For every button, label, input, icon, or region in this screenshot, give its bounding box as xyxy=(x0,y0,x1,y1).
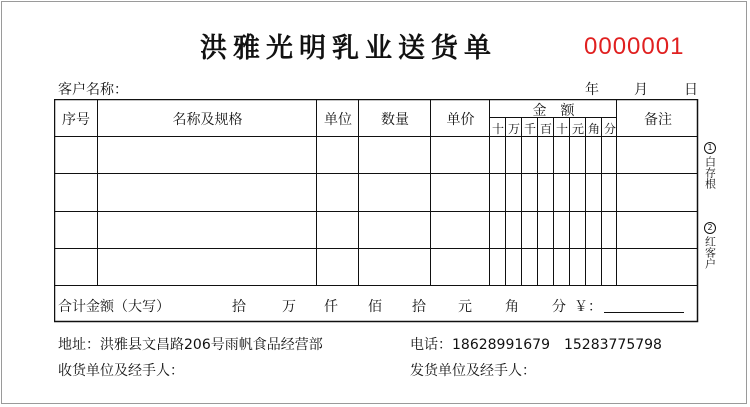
copy-number-1: 1 xyxy=(704,142,716,154)
amount-digit-qian: 千 xyxy=(524,122,537,136)
header-remark: 备注 xyxy=(644,112,672,128)
row-index-cell[interactable] xyxy=(54,211,98,249)
total-amount-label: 合计金额（大写） xyxy=(58,299,170,315)
amount-digit-shi: 十 xyxy=(556,122,569,136)
row-index-cell[interactable] xyxy=(54,249,98,286)
total-unit-shi-wan: 拾 xyxy=(232,299,246,315)
header-name-spec: 名称及规格 xyxy=(172,112,243,128)
amount-digit-jiao: 角 xyxy=(588,122,601,136)
row-name-cell[interactable] xyxy=(98,211,317,249)
header-index: 序号 xyxy=(62,112,90,128)
copy-note-red xyxy=(703,220,717,269)
table-row xyxy=(54,137,699,174)
copy-number-2: 2 xyxy=(704,222,716,234)
header-unit-price: 单价 xyxy=(446,112,475,128)
total-unit-yuan: 元 xyxy=(458,299,472,315)
amount-digit-ten-thousand-tens: 十 xyxy=(492,122,505,136)
copy-note-red-text: 红客户 xyxy=(703,236,717,269)
total-unit-bai: 佰 xyxy=(368,299,382,315)
serial-number: 0000001 xyxy=(584,33,685,60)
total-unit-shi: 拾 xyxy=(412,299,426,315)
amount-digit-yuan: 元 xyxy=(572,122,585,136)
total-unit-qian: 仟 xyxy=(324,299,338,315)
total-yen-input-line[interactable] xyxy=(604,312,684,313)
address-text: 地址：洪雅县文昌路206号雨帆食品经营部 xyxy=(58,337,323,353)
header-unit: 单位 xyxy=(324,112,352,128)
copy-note-white-text: 白存根 xyxy=(703,156,717,189)
date-year-label: 年 xyxy=(585,82,599,98)
amount-digit-wan: 万 xyxy=(508,122,521,136)
form-title: 洪雅光明乳业送货单 xyxy=(200,33,497,64)
row-index-cell[interactable] xyxy=(54,174,98,211)
sender-signature-label: 发货单位及经手人： xyxy=(410,363,536,379)
date-day-label: 日 xyxy=(684,82,698,98)
row-index-cell[interactable] xyxy=(54,137,98,174)
amount-digit-fen: 分 xyxy=(604,122,617,136)
table-row xyxy=(54,174,699,211)
row-name-cell[interactable] xyxy=(98,249,317,286)
total-unit-jiao: 角 xyxy=(505,299,519,315)
row-name-cell[interactable] xyxy=(98,137,317,174)
date-month-label: 月 xyxy=(634,82,648,98)
amount-digit-bai: 百 xyxy=(540,122,553,136)
total-unit-fen: 分 xyxy=(552,299,566,315)
phone-text: 电话：18628991679 15283775798 xyxy=(410,337,662,353)
total-unit-wan: 万 xyxy=(282,299,296,315)
row-name-cell[interactable] xyxy=(98,174,317,211)
customer-name-label: 客户名称： xyxy=(58,82,128,98)
table-row xyxy=(54,249,699,286)
total-yen-label: ￥： xyxy=(574,299,602,315)
header-quantity: 数量 xyxy=(381,112,409,128)
table-row xyxy=(54,211,699,249)
receiver-signature-label: 收货单位及经手人： xyxy=(58,363,184,379)
header-amount: 金 额 xyxy=(532,103,575,119)
copy-note-white xyxy=(703,140,717,189)
